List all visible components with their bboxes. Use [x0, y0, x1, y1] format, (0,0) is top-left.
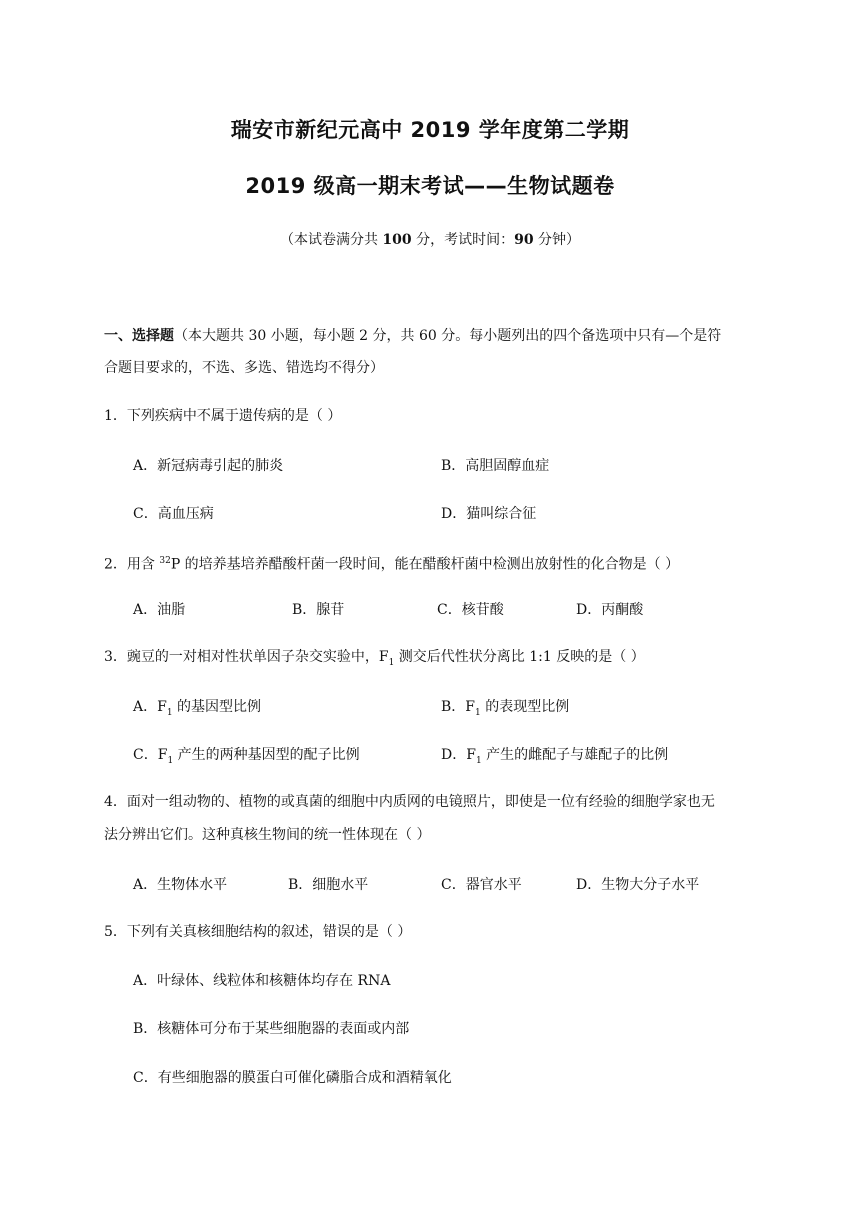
- question-2: [104, 551, 679, 575]
- option-text: 的表现型比例: [480, 699, 570, 715]
- question-4: 4．面对一组动物的、植物的或真菌的细胞中内质网的电镜照片，即使是一位有经验的细胞学家也无: [104, 794, 715, 810]
- subscript: 1: [388, 657, 395, 668]
- question-1-option-b: B．高胆固醇血症: [441, 458, 550, 474]
- exam-title-line1: 瑞安市新纪元高中 2019 学年度第二学期: [230, 118, 630, 142]
- question-text: P 的培养基培养醋酸杆菌一段时间，能在醋酸杆菌中检测出放射性的化合物是（ ）: [170, 556, 680, 573]
- subtitle-text: 分钟）: [533, 232, 581, 248]
- option-text: D．F: [441, 747, 476, 763]
- section-heading: [104, 326, 721, 346]
- question-4-cont: 法分辨出它们。这种真核生物间的统一性体现在（ ）: [104, 827, 431, 843]
- subtitle-score: 100: [382, 232, 412, 248]
- question-3-option-d: [441, 744, 668, 766]
- subtitle-text: （本试卷满分共: [279, 232, 383, 248]
- option-text: A．F: [133, 699, 167, 715]
- exam-subtitle: [0, 229, 860, 249]
- question-3-option-c: [133, 744, 360, 766]
- question-3-option-a: [133, 696, 261, 718]
- subscript: 1: [166, 707, 173, 718]
- option-text: 产生的两种基因型的配子比例: [173, 747, 360, 763]
- question-2-option-d: D．丙酮酸: [576, 602, 644, 618]
- question-text: 2．用含: [104, 556, 160, 573]
- question-5-option-a: A．叶绿体、线粒体和核糖体均存在 RNA: [133, 973, 391, 989]
- subtitle-text: 分，考试时间：: [411, 232, 515, 248]
- question-5: 5．下列有关真核细胞结构的叙述，错误的是（ ）: [104, 924, 412, 940]
- section-description: （本大题共 30 小题，每小题 2 分，共 60 分。每小题列出的四个备选项中只有—个是符: [174, 328, 722, 344]
- subscript: 1: [475, 755, 482, 766]
- question-1-option-d: D．猫叫综合征: [441, 506, 537, 522]
- subscript: 1: [475, 707, 481, 718]
- question-1-option-a: A．新冠病毒引起的肺炎: [133, 458, 284, 474]
- question-5-option-b: B．核糖体可分布于某些细胞器的表面或内部: [133, 1021, 410, 1037]
- option-text: 产生的雌配子与雄配子的比例: [481, 747, 669, 763]
- exam-title-line2: 2019 级高一期末考试——生物试题卷: [245, 174, 615, 198]
- subscript: 1: [167, 755, 174, 766]
- subtitle-time: 90: [514, 232, 534, 248]
- question-4-option-a: A．生物体水平: [133, 877, 228, 893]
- question-3-option-b: [441, 696, 569, 718]
- question-2-option-c: C．核苷酸: [437, 602, 504, 618]
- question-2-option-a: A．油脂: [133, 602, 186, 618]
- option-text: B．F: [441, 699, 476, 715]
- isotope-superscript: 32: [159, 556, 171, 566]
- option-text: 的基因型比例: [172, 699, 262, 715]
- question-4-option-d: D．生物大分子水平: [576, 877, 700, 893]
- section-description-cont: 合题目要求的，不选、多选、错选均不得分）: [104, 360, 384, 376]
- question-1-option-c: C．高血压病: [133, 506, 214, 522]
- question-5-option-c: C．有些细胞器的膜蛋白可催化磷脂合成和酒精氧化: [133, 1070, 452, 1086]
- section-label: 一、选择题: [104, 328, 174, 344]
- question-1: 1．下列疾病中不属于遗传病的是（ ）: [104, 408, 342, 424]
- question-text: 测交后代性状分离比 1:1 反映的是（ ）: [394, 649, 645, 665]
- question-text: 3．豌豆的一对相对性状单因子杂交实验中，F: [104, 649, 389, 665]
- question-2-option-b: B．腺苷: [292, 602, 345, 618]
- question-3: [104, 647, 645, 673]
- option-text: C．F: [133, 747, 168, 763]
- question-4-option-c: C．器官水平: [441, 877, 522, 893]
- question-4-option-b: B．细胞水平: [288, 877, 369, 893]
